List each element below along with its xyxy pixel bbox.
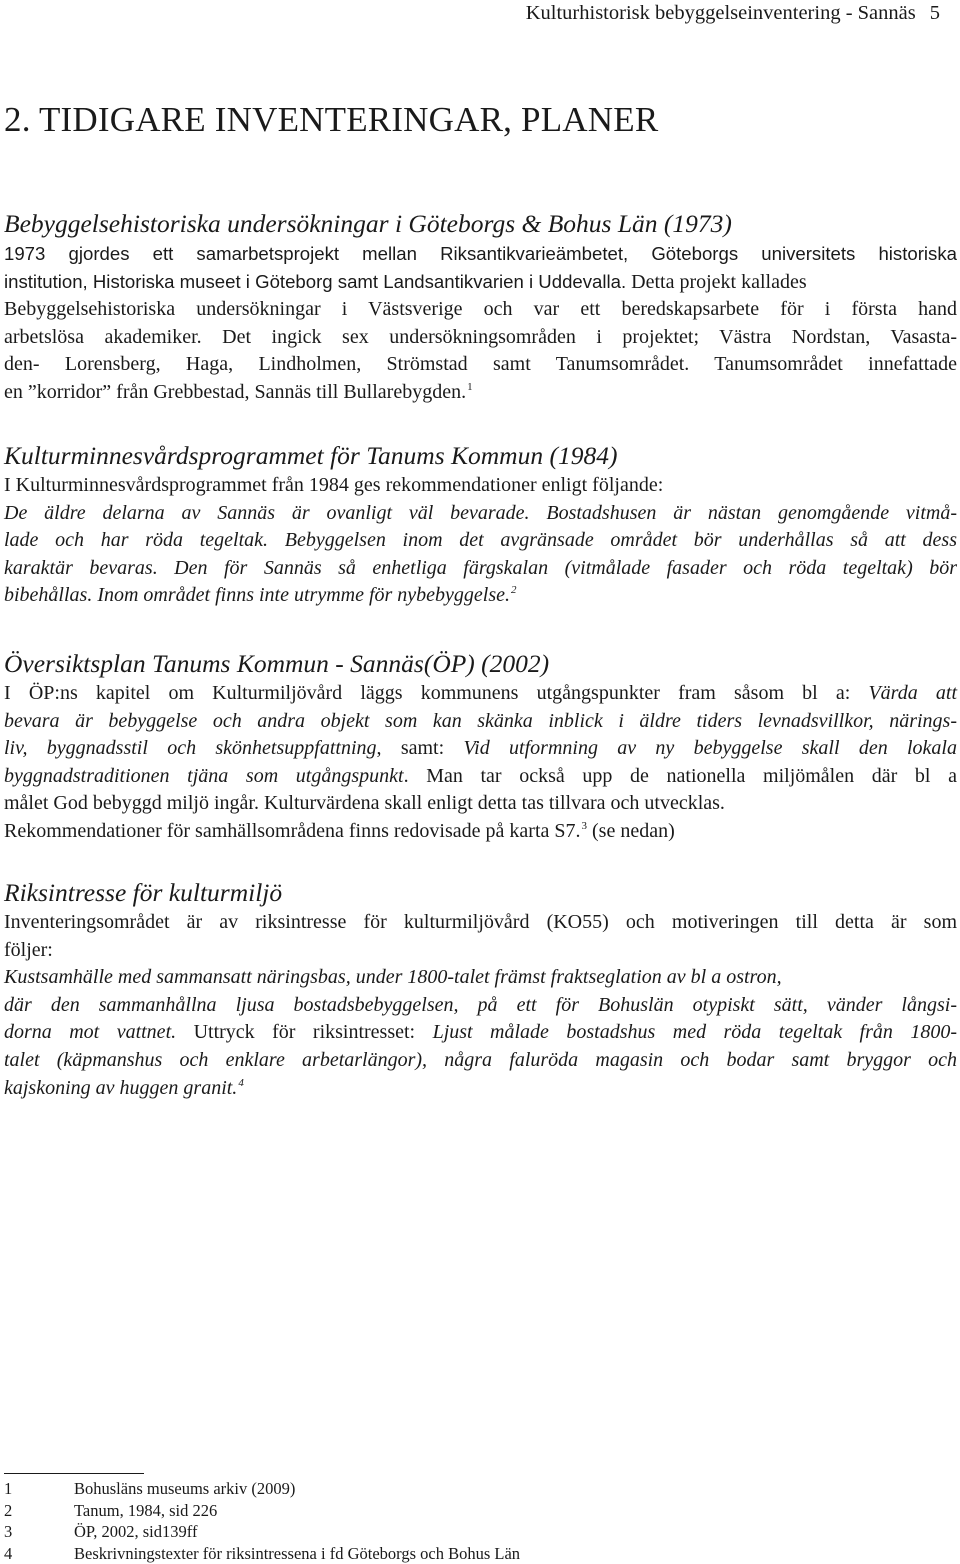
text-run: . Man tar också upp de nationella miljömålen där bl a [403, 764, 957, 787]
text-run: (se nedan) [587, 819, 675, 842]
text-line: där den sammanhållna ljusa bostadsbebyggelsen, på ett för Bohuslän otypiskt sätt, vänder långsi- [4, 993, 957, 1016]
text-run: Värda att [868, 682, 957, 704]
section-kulturminnesvardsprogrammet [4, 440, 957, 610]
running-header [526, 0, 940, 26]
text-line: De äldre delarna av Sannäs är ovanligt väl bevarade. Bostadshusen är nästan genomgående vitmå- [4, 501, 957, 524]
text-line: 1973 gjordes ett samarbetsprojekt mellan Riksantikvarieämbetet, Göteborgs universitets historiska [4, 243, 957, 264]
section-heading: Riksintresse för kulturmiljö [4, 878, 283, 907]
footnote-number: 1 [4, 1479, 13, 1498]
text-run: Uttryck för riksintresset: [176, 1021, 433, 1044]
running-title: Kulturhistorisk bebyggelseinventering - Sannäs [525, 2, 916, 24]
text-line: följer: [4, 938, 53, 961]
section-riksintresse [4, 877, 957, 1102]
text-line [4, 582, 957, 610]
section-oversiktsplan [4, 648, 957, 846]
text-line: Inventeringsområdet är av riksintresse för kulturmiljövård (KO55) och motiveringen till detta är som [4, 911, 957, 933]
text-run: Ljust målade bostadshus med röda tegeltak från 1800- [432, 1021, 957, 1044]
text-line [4, 1019, 957, 1047]
footnote-text: Bohusläns museums arkiv (2009) [74, 1479, 296, 1498]
section-heading: Bebyggelsehistoriska undersökningar i Göteborgs & Bohus Län (1973) [4, 209, 732, 238]
text-line [4, 268, 957, 297]
footnotes [4, 1478, 520, 1564]
text-run: en ”korridor” från Grebbestad, Sannäs till Bullarebygden. [4, 380, 467, 403]
text-line [4, 1075, 957, 1103]
footnote-number: 2 [4, 1500, 13, 1520]
text-run: kajskoning av huggen granit. [4, 1076, 238, 1099]
section-heading: Kulturminnesvårdsprogrammet för Tanums Kommun (1984) [4, 441, 618, 470]
section-paragraph [4, 909, 957, 1102]
text-line [4, 763, 957, 791]
footnote-item [4, 1543, 520, 1564]
section-bebyggelsehistoriska [4, 208, 957, 407]
text-run: Detta projekt kallades [626, 270, 807, 293]
text-line: arbetslösa akademiker. Det ingick sex undersökningsområden i projektet; Västra Nordstan, Vasasta- [4, 325, 957, 348]
section-paragraph [4, 680, 957, 846]
text-run: dorna mot vattnet. [4, 1021, 177, 1044]
footnote-text: Beskrivningstexter för riksintressena i fd Göteborgs och Bohus Län [74, 1543, 521, 1563]
footnote-number: 4 [4, 1543, 13, 1563]
text-line [4, 379, 957, 407]
text-line: Kustsamhälle med sammansatt näringsbas, under 1800-talet främst fraktseglation av bl a ostron, [4, 966, 782, 989]
chapter-title: 2. TIDIGARE INVENTERINGAR, PLANER [4, 100, 659, 139]
text-line: Bebyggelsehistoriska undersökningar i Västsverige och var ett beredskapsarbete för i första hand [4, 298, 957, 321]
footnote-text: ÖP, 2002, sid139ff [74, 1522, 198, 1542]
text-line [4, 735, 957, 763]
footnote-item [4, 1500, 520, 1522]
text-run: , samt: [376, 737, 464, 760]
text-run: Vid utformning av ny bebyggelse skall den lokala [463, 737, 957, 760]
text-line [4, 680, 957, 708]
text-line: bevara är bebyggelse och andra objekt som kan skänka inblick i äldre tiders levnadsvillkor, närings- [4, 709, 957, 732]
text-run: I ÖP:ns kapitel om Kulturmiljövård läggs kommunens utgångspunkter fram såsom bl a: [4, 682, 869, 704]
text-line [4, 818, 957, 846]
section-heading: Översiktsplan Tanums Kommun - Sannäs(ÖP) (2002) [4, 649, 550, 678]
text-line: talet (käpmanshus och enklare arbetarlängor), några faluröda magasin och bodar samt bryggor och [4, 1048, 957, 1071]
text-run: byggnadstraditionen tjäna som utgångspunkt [4, 764, 404, 787]
text-line: karaktär bevaras. Den för Sannäs så enhetliga färgskalan (vitmålade fasader och röda tegeltak) bör [4, 556, 957, 579]
text-run: Rekommendationer för samhällsområdena finns redovisade på karta S7. [4, 819, 581, 842]
text-run: bibehållas. Inom området finns inte utrymme för nybebyggelse. [4, 584, 511, 607]
footnote-ref: 1 [467, 380, 473, 393]
footnote-number: 3 [4, 1522, 13, 1542]
footnote-divider [4, 1473, 144, 1474]
section-paragraph [4, 472, 957, 610]
footnote-item [4, 1478, 520, 1500]
text-line: I Kulturminnesvårdsprogrammet från 1984 ges rekommendationer enligt följande: [4, 474, 664, 496]
text-run: liv, byggnadsstil och skönhetsuppfattning [4, 737, 377, 760]
footnote-ref: 2 [511, 584, 517, 597]
text-run: institution, Historiska museet i Göteborg samt Landsantikvarien i Uddevalla. [4, 270, 627, 292]
text-line: den- Lorensberg, Haga, Lindholmen, Strömstad samt Tanumsområdet. Tanumsområdet innefattade [4, 353, 957, 376]
footnote-text: Tanum, 1984, sid 226 [74, 1500, 218, 1520]
footnote-ref: 3 [581, 819, 587, 832]
footnote-item [4, 1521, 520, 1543]
text-line: målet God bebyggd miljö ingår. Kulturvärdena skall enligt detta tas tillvara och utvecklas. [4, 792, 725, 815]
section-paragraph [4, 240, 957, 407]
text-line: lade och har röda tegeltak. Bebyggelsen inom det avgränsade området bör underhållas så att dess [4, 529, 957, 552]
page-number: 5 [929, 2, 940, 24]
footnote-ref: 4 [238, 1076, 244, 1089]
